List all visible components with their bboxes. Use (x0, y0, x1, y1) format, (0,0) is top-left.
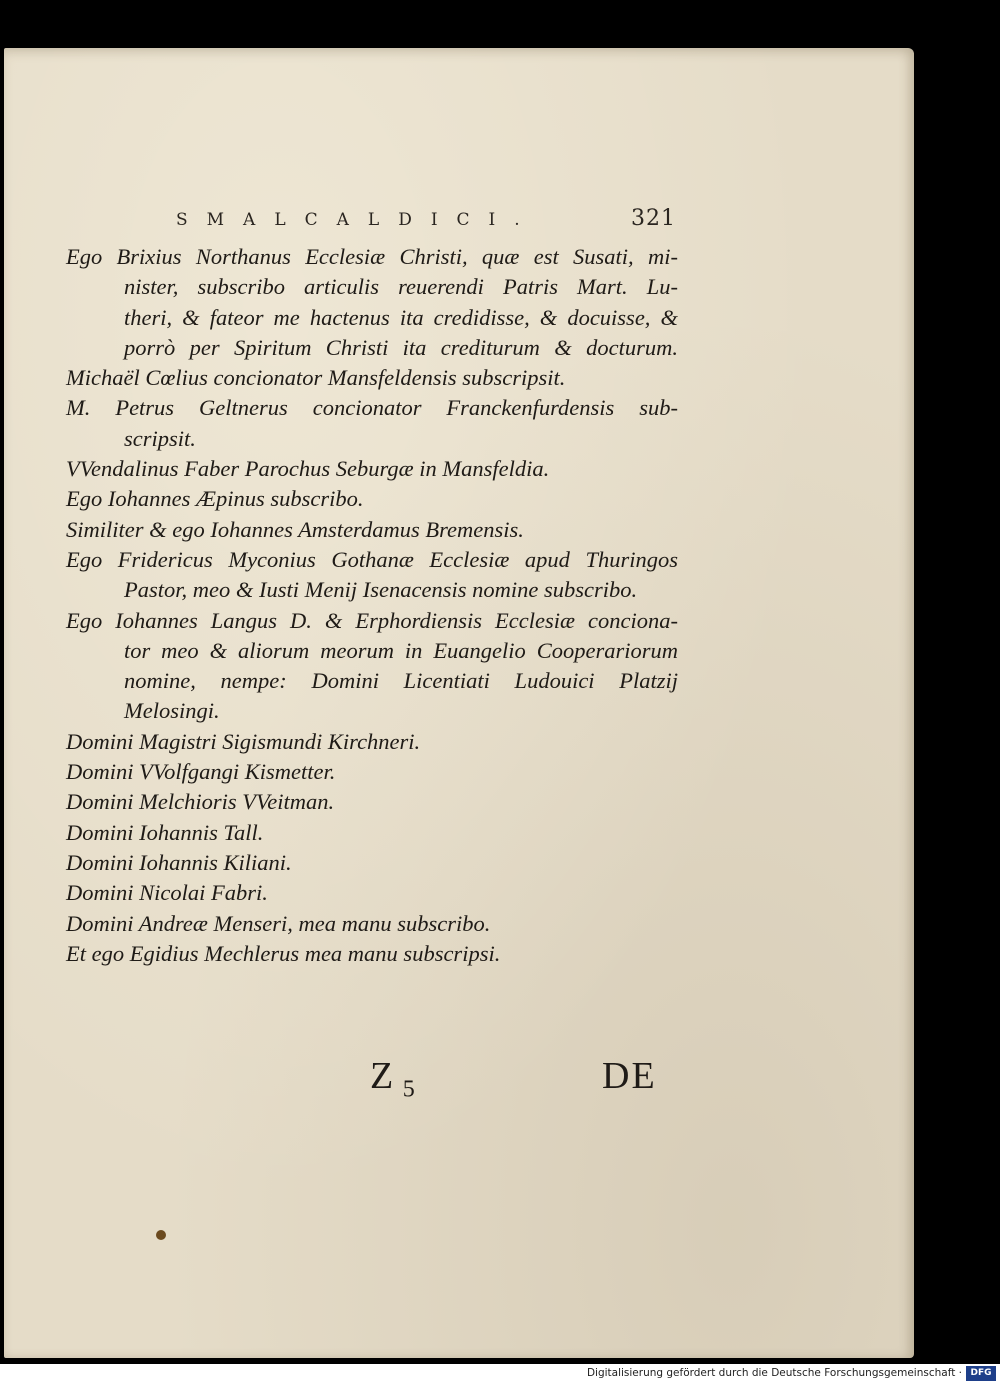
footer-bar (0, 1364, 1000, 1384)
text-line: porrò per Spiritum Christi ita crediturum & docturum. (124, 334, 678, 360)
signature-mark (370, 1054, 415, 1104)
text-line: Domini Magistri Sigismundi Kirchneri. (66, 728, 421, 754)
funding-notice: Digitalisierung gefördert durch die Deutsche Forschungsgemeinschaft · (586, 1367, 962, 1379)
text-line: Domini VVolfgangi Kismetter. (66, 759, 336, 785)
signature-letter: Z (370, 1055, 394, 1097)
text-line: scripsit. (124, 425, 196, 451)
body-text (66, 242, 678, 969)
text-line: nomine, nempe: Domini Licentiati Ludouici Platzij (124, 668, 678, 694)
text-line: Michaël Cœlius concionator Mansfeldensis subscripsit. (66, 365, 566, 391)
text-line: Domini Iohannis Kiliani. (66, 849, 292, 875)
ink-spot (156, 1230, 166, 1240)
text-line: M. Petrus Geltnerus concionator Franckenfurdensis sub- (66, 395, 678, 421)
text-line: Ego Iohannes Langus D. & Erphordiensis Ecclesiæ conciona- (66, 607, 678, 633)
text-line: Similiter & ego Iohannes Amsterdamus Bremensis. (66, 516, 524, 542)
signature-number: 5 (402, 1076, 415, 1103)
text-line: Ego Brixius Northanus Ecclesiæ Christi, quæ est Susati, mi- (66, 244, 678, 269)
text-line: tor meo & aliorum meorum in Euangelio Cooperariorum (124, 637, 678, 663)
text-line: nister, subscribo articulis reuerendi Patris Mart. Lu- (124, 274, 678, 300)
running-head: SMALCALDICI. (176, 210, 539, 230)
page-header (176, 206, 676, 240)
text-line: Melosingi. (124, 698, 220, 724)
text-line: Domini Nicolai Fabri. (66, 880, 268, 906)
page-number: 321 (631, 206, 676, 231)
text-line: Et ego Egidius Mechlerus mea manu subscripsi. (66, 940, 501, 966)
text-line: Ego Iohannes Æpinus subscribo. (66, 486, 364, 512)
text-line: VVendalinus Faber Parochus Seburgæ in Mansfeldia. (66, 456, 550, 482)
text-line: Domini Andreæ Menseri, mea manu subscribo. (66, 910, 491, 936)
catchword: DE (602, 1055, 657, 1097)
text-line: Pastor, meo & Iusti Menij Isenacensis nomine subscribo. (124, 577, 638, 603)
text-line: Domini Melchioris VVeitman. (66, 789, 335, 815)
dfg-logo-icon: DFG (966, 1366, 996, 1381)
text-line: Ego Fridericus Myconius Gothanæ Ecclesiæ apud Thuringos (66, 546, 678, 572)
text-line: theri, & fateor me hactenus ita credidisse, & docuisse, & (124, 304, 678, 330)
text-line: Domini Iohannis Tall. (66, 819, 264, 845)
book-page (4, 48, 914, 1358)
